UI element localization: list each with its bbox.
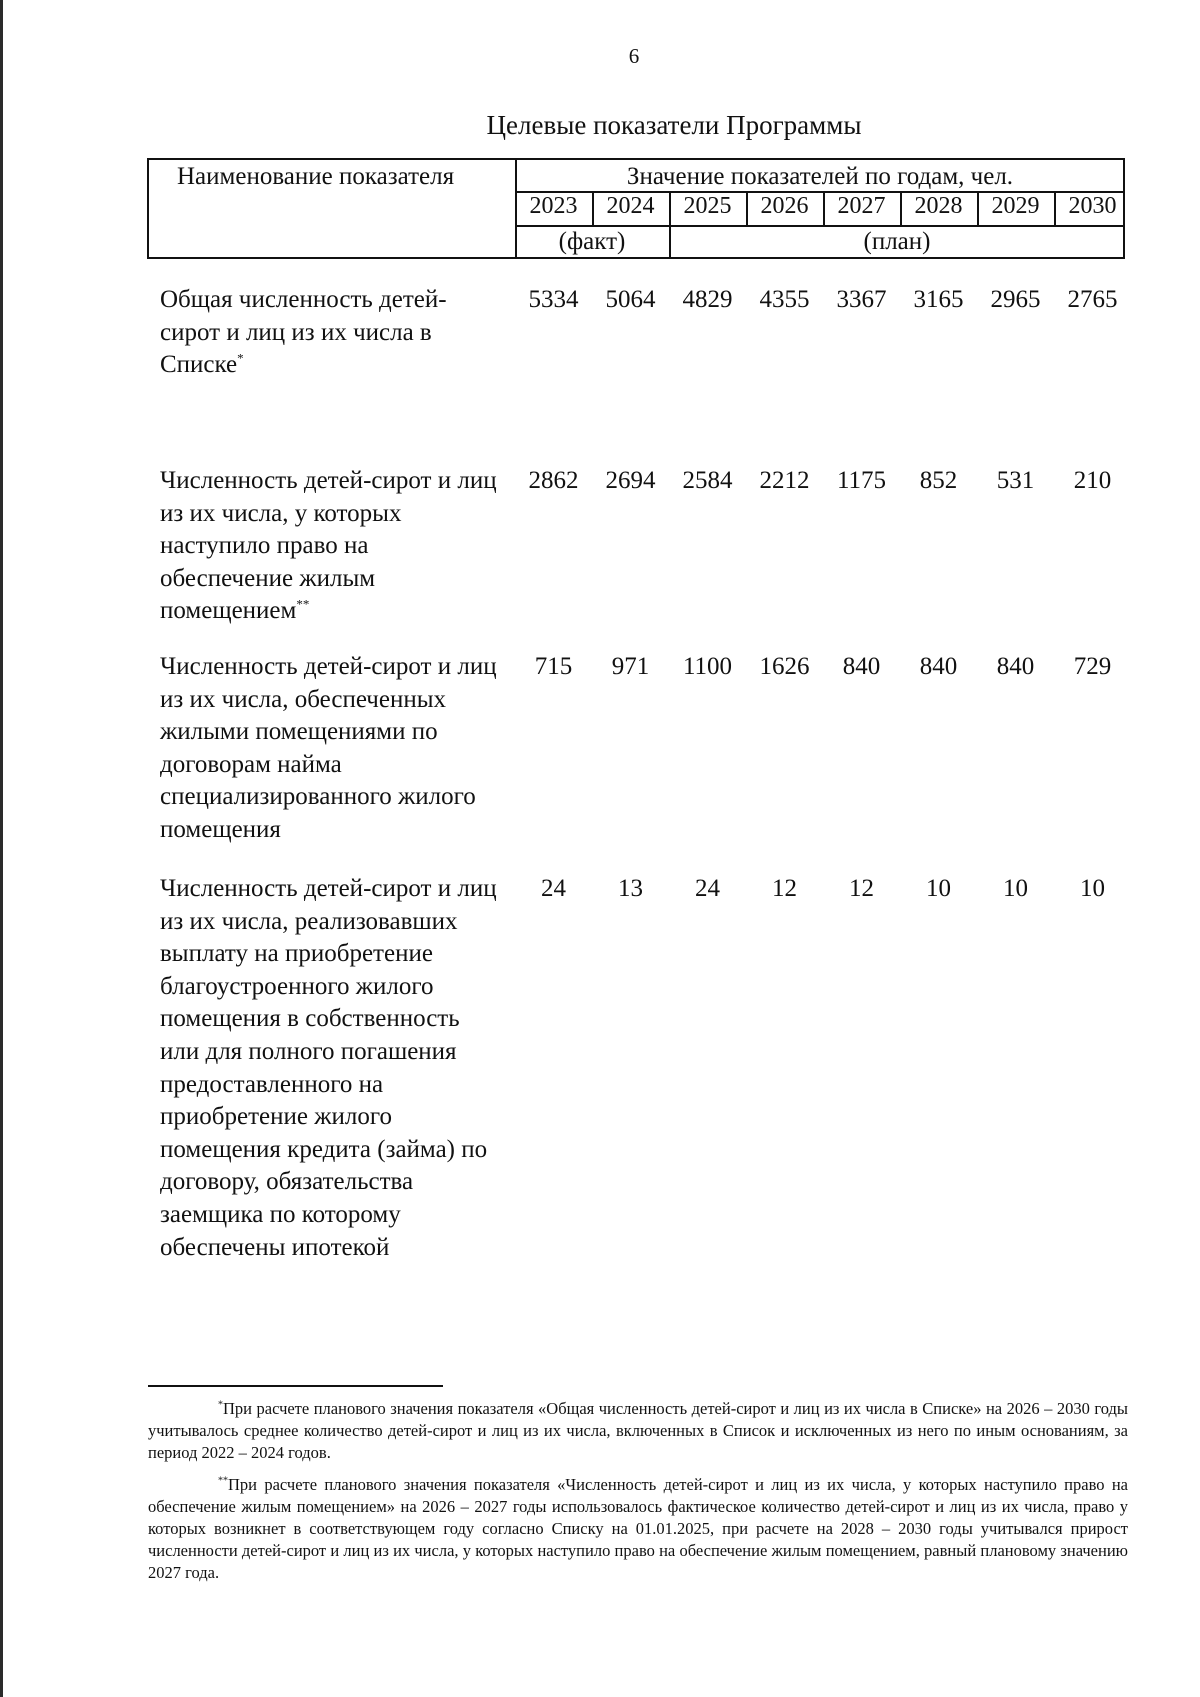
value-cell: 3367 — [836, 286, 887, 313]
value-cell: 2212 — [759, 467, 810, 494]
footnote-separator — [148, 1385, 443, 1387]
value-cell: 10 — [1003, 875, 1028, 902]
value-cell: 2584 — [682, 467, 733, 494]
value-cell: 24 — [695, 875, 720, 902]
value-cell: 840 — [919, 653, 958, 680]
page-edge — [0, 0, 3, 1697]
value-cell: 5334 — [528, 286, 579, 313]
value-cell: 13 — [618, 875, 643, 902]
value-cell: 729 — [1073, 653, 1112, 680]
value-cell: 1626 — [759, 653, 810, 680]
footnote-mark: * — [237, 350, 244, 366]
page-number: 6 — [628, 44, 640, 68]
value-cell: 2862 — [528, 467, 579, 494]
footnote-mark: ** — [296, 597, 310, 613]
value-cell: 12 — [849, 875, 874, 902]
value-cell: 12 — [772, 875, 797, 902]
indicator-name: Численность детей-сирот и лиц из их числа, у которых наступило право на обеспечение жилым помещением** — [160, 467, 497, 625]
year-header: 2030 — [1068, 193, 1117, 219]
value-cell: 531 — [996, 467, 1035, 494]
year-header: 2025 — [683, 193, 732, 219]
value-cell: 852 — [919, 467, 958, 494]
values-by-year-header: Значение показателей по годам, чел. — [626, 163, 1014, 190]
indicator-name: Общая численность детей-сирот и лиц из их числа в Списке* — [160, 286, 447, 379]
footnote-mark: * — [218, 1399, 223, 1411]
value-cell: 1175 — [836, 467, 887, 494]
value-cell: 2765 — [1067, 286, 1118, 313]
footnote: *При расчете планового значения показателя «Общая численность детей-сирот и лиц из их числа в Списке» на 2026 – 2030 годы учитывалось среднее количество детей-сирот и лиц из их числа, включенных в Список и исключенных из него по иным основаниям, за период 2022 – 2024 годов. — [148, 1399, 1128, 1462]
year-header: 2027 — [837, 193, 886, 219]
value-cell: 3165 — [913, 286, 964, 313]
indicator-name: Численность детей-сирот и лиц из их числа, обеспеченных жилыми помещениями по договорам найма специализированного жилого помещения — [160, 653, 497, 843]
value-cell: 840 — [996, 653, 1035, 680]
value-cell: 715 — [534, 653, 573, 680]
value-cell: 10 — [926, 875, 951, 902]
indicator-name: Численность детей-сирот и лиц из их числа, реализовавших выплату на приобретение благоустроенного жилого помещения в собственность или для полного погашения предоставленного на приобретение жилого помещения кредита (займа) по договору, обязательства заемщика по которому обеспечены ипотекой — [160, 875, 497, 1261]
footnote-mark: ** — [218, 1475, 228, 1487]
value-cell: 24 — [541, 875, 566, 902]
footnote: **При расчете планового значения показателя «Численность детей-сирот и лиц из их числа, у которых наступило право на обеспечение жилым помещением» на 2026 – 2027 годы использовалось фактическое количество детей-сирот и лиц из их числа, право у которых возникнет в соответствующем году согласно Списку на 01.01.2025, при расчете на 2028 – 2030 годы учитывался прирост численности детей-сирот и лиц из их числа, у которых наступило право на обеспечение жилым помещением, равный плановому значению 2027 года. — [148, 1475, 1128, 1582]
value-cell: 5064 — [605, 286, 656, 313]
value-cell: 971 — [611, 653, 650, 680]
value-cell: 2694 — [605, 467, 656, 494]
plan-label: (план) — [863, 228, 931, 255]
year-header: 2024 — [606, 193, 655, 219]
value-cell: 1100 — [682, 653, 733, 680]
table-header — [147, 158, 1125, 258]
fact-label: (факт) — [558, 228, 626, 255]
page-title: Целевые показатели Программы — [486, 110, 862, 140]
value-cell: 2965 — [990, 286, 1041, 313]
value-cell: 4829 — [682, 286, 733, 313]
year-header: 2023 — [529, 193, 578, 219]
year-header: 2028 — [914, 193, 963, 219]
value-cell: 10 — [1080, 875, 1105, 902]
year-header: 2026 — [760, 193, 809, 219]
value-cell: 210 — [1073, 467, 1112, 494]
value-cell: 4355 — [759, 286, 810, 313]
year-header: 2029 — [991, 193, 1040, 219]
value-cell: 840 — [842, 653, 881, 680]
indicator-name-header: Наименование показателя — [177, 163, 455, 190]
